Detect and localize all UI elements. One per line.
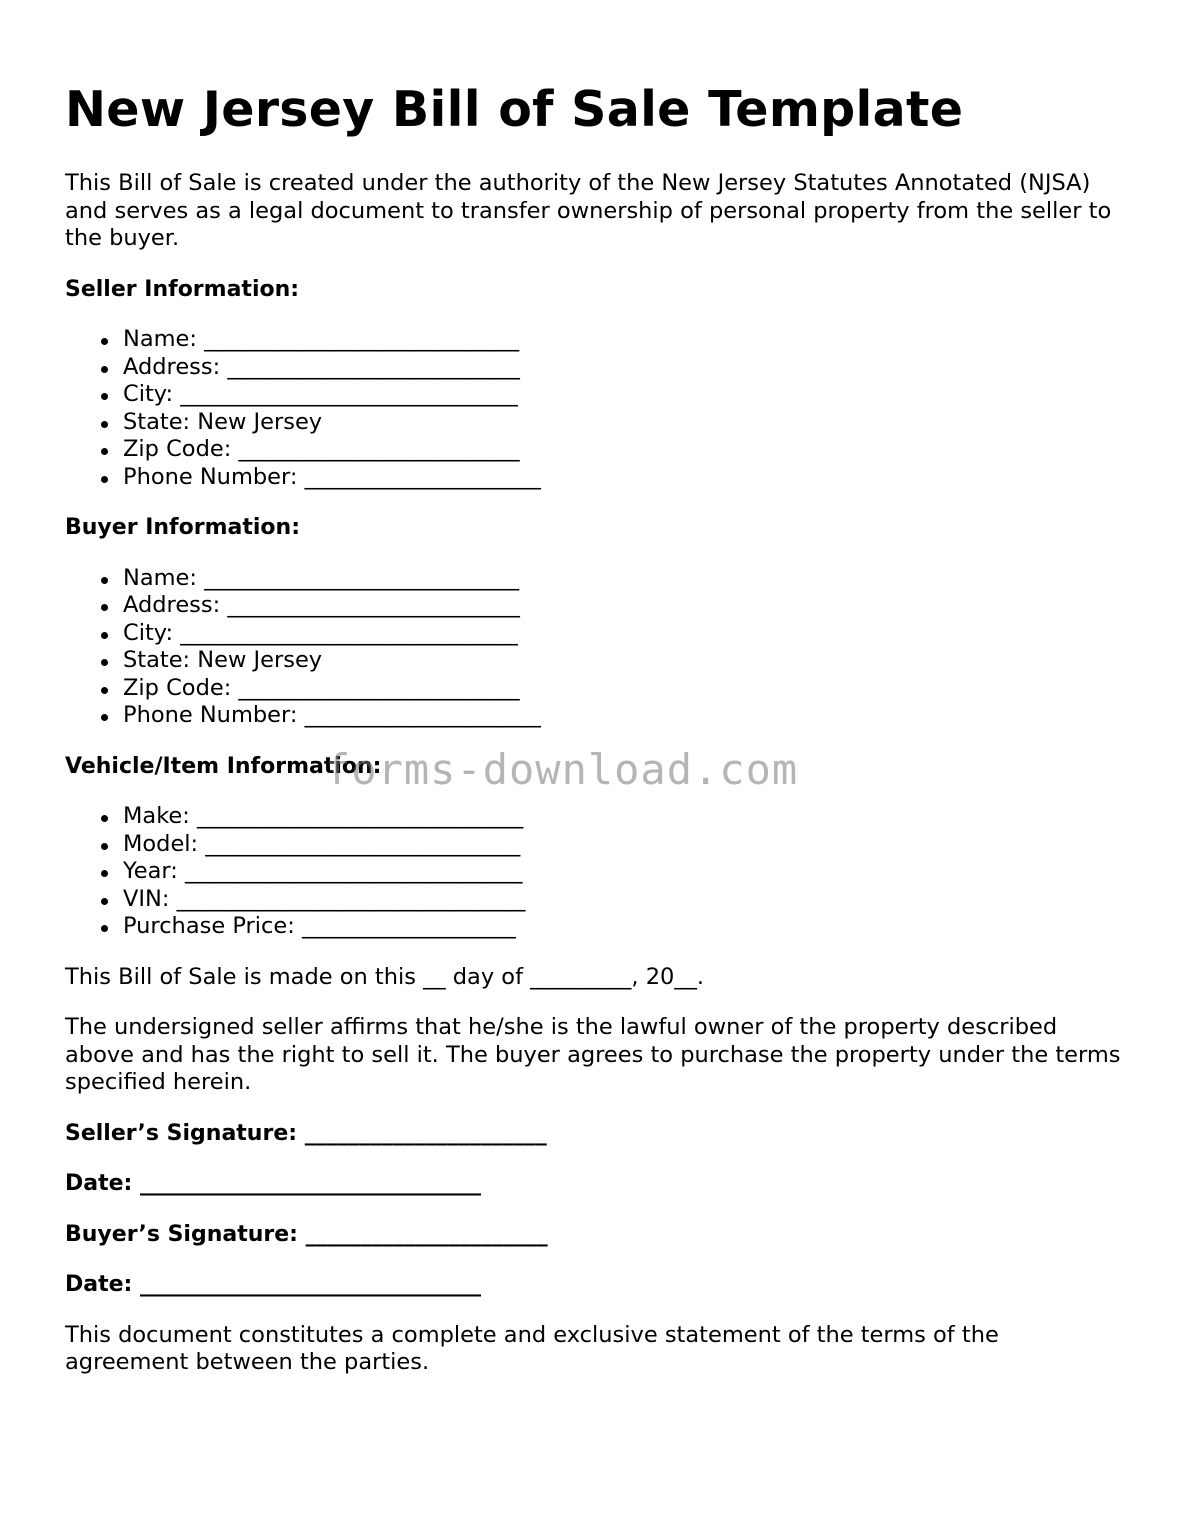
affirmation-paragraph: The undersigned seller affirms that he/she is the lawful owner of the property described above and has the right to sell it. The buyer agrees to purchase the property under the terms specified herein. xyxy=(65,1014,1121,1095)
intro-paragraph: This Bill of Sale is created under the authority of the New Jersey Statutes Annotated (NJSA) and serves as a legal document to transfer ownership of personal property from the seller to the buyer. xyxy=(65,170,1112,251)
vehicle-heading: Vehicle/Item Information: xyxy=(65,753,382,779)
seller-signature-line: Seller’s Signature: ______________________ xyxy=(65,1120,547,1146)
buyer-zip-field: Zip Code: _________________________ xyxy=(65,675,1125,703)
buyer-state-field: State: New Jersey xyxy=(65,647,1125,675)
seller-heading: Seller Information: xyxy=(65,276,300,302)
vehicle-model-field: Model: ____________________________ xyxy=(65,831,1125,859)
vehicle-year-field: Year: ______________________________ xyxy=(65,858,1125,886)
vehicle-list xyxy=(65,803,1125,941)
closing-paragraph: This document constitutes a complete and exclusive statement of the terms of the agreement between the parties. xyxy=(65,1321,999,1375)
document-page xyxy=(65,80,1125,1400)
seller-list xyxy=(65,326,1125,491)
buyer-date-line: Date: _______________________________ xyxy=(65,1272,482,1297)
seller-state-field: State: New Jersey xyxy=(65,409,1125,437)
buyer-phone-field: Phone Number: _____________________ xyxy=(65,702,1125,730)
buyer-heading: Buyer Information: xyxy=(65,515,300,540)
seller-phone-field: Phone Number: _____________________ xyxy=(65,464,1125,492)
buyer-list xyxy=(65,565,1125,730)
buyer-address-field: Address: __________________________ xyxy=(65,592,1125,620)
page-title: New Jersey Bill of Sale Template xyxy=(65,81,964,138)
buyer-signature-line: Buyer’s Signature: ______________________ xyxy=(65,1221,548,1247)
seller-city-field: City: ______________________________ xyxy=(65,381,1125,409)
seller-address-field: Address: __________________________ xyxy=(65,354,1125,382)
vehicle-make-field: Make: _____________________________ xyxy=(65,803,1125,831)
vehicle-vin-field: VIN: _______________________________ xyxy=(65,886,1125,914)
buyer-name-field: Name: ____________________________ xyxy=(65,565,1125,593)
made-on-line: This Bill of Sale is made on this __ day of _________, 20__. xyxy=(65,963,704,990)
watermark: forms-download.com xyxy=(325,745,799,794)
vehicle-price-field: Purchase Price: ___________________ xyxy=(65,913,1125,941)
seller-zip-field: Zip Code: _________________________ xyxy=(65,436,1125,464)
buyer-city-field: City: ______________________________ xyxy=(65,620,1125,648)
seller-date-line: Date: _______________________________ xyxy=(65,1171,482,1196)
seller-name-field: Name: ____________________________ xyxy=(65,326,1125,354)
